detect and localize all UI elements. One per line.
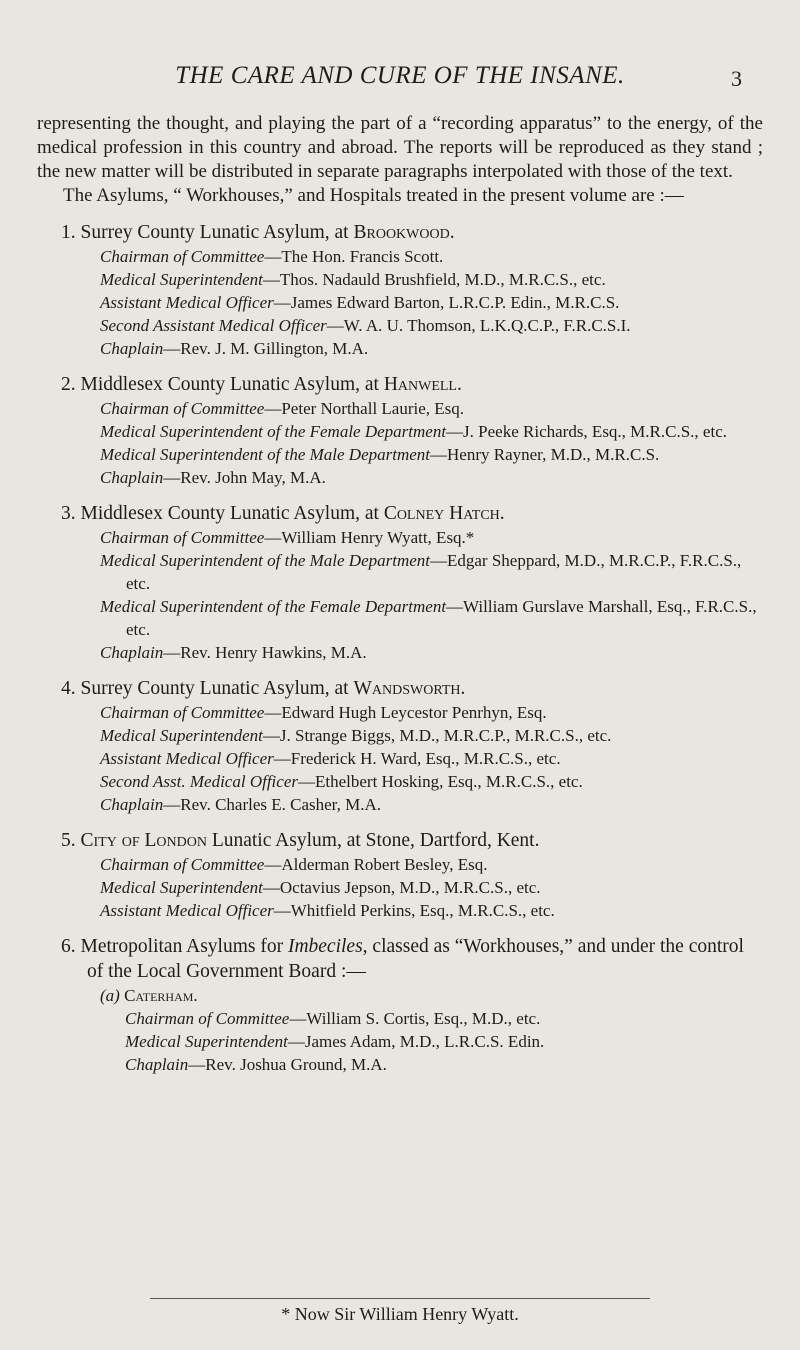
running-title: THE CARE AND CURE OF THE INSANE. — [175, 62, 625, 89]
staff-role: Chaplain—Rev. J. M. Gillington, M.A. — [100, 339, 369, 358]
staff-role: Assistant Medical Officer—Frederick H. Ward, Esq., M.R.C.S., etc. — [100, 749, 561, 768]
staff-role: Medical Superintendent of the Male Department—Edgar Sheppard, M.D., M.R.C.P., F.R.C.S., etc. — [100, 551, 742, 593]
staff-role: Second Asst. Medical Officer—Ethelbert Hosking, Esq., M.R.C.S., etc. — [100, 772, 583, 791]
footnote: * Now Sir William Henry Wyatt. — [281, 1304, 519, 1324]
asylum-entry — [37, 934, 763, 1076]
asylum-entry — [37, 676, 763, 816]
staff-role: Chaplain—Rev. Joshua Ground, M.A. — [125, 1055, 387, 1074]
staff-role: Chairman of Committee—The Hon. Francis Scott. — [100, 247, 444, 266]
staff-role: Chairman of Committee—Alderman Robert Besley, Esq. — [100, 855, 488, 874]
intro — [37, 112, 763, 208]
staff-role: Medical Superintendent of the Female Department—J. Peeke Richards, Esq., M.R.C.S., etc. — [100, 422, 727, 441]
staff-role: Medical Superintendent of the Female Department—William Gurslave Marshall, Esq., F.R.C.S., etc. — [100, 597, 757, 639]
staff-role: Medical Superintendent—Octavius Jepson, M.D., M.R.C.S., etc. — [100, 878, 541, 897]
footnote-divider — [150, 1298, 650, 1299]
entry-title: 6. Metropolitan Asylums for Imbeciles, classed as “Workhouses,” and under the control of the Local Government Board :— — [61, 936, 744, 982]
sub-entry-title: (a) Caterham. — [100, 986, 198, 1005]
staff-role: Chaplain—Rev. Henry Hawkins, M.A. — [100, 643, 367, 662]
entry-title: 4. Surrey County Lunatic Asylum, at Wandsworth. — [61, 678, 466, 699]
staff-role: Second Assistant Medical Officer—W. A. U. Thomson, L.K.Q.C.P., F.R.C.S.I. — [100, 316, 631, 335]
staff-role: Medical Superintendent of the Male Department—Henry Rayner, M.D., M.R.C.S. — [100, 445, 660, 464]
intro-paragraph: representing the thought, and playing the part of a “recording apparatus” to the energy, of the medical profession in this country and abroad. The reports will be reproduced as they stand ; the new matter will be distributed in separate paragraphs interpolated with those of the text. — [37, 113, 763, 182]
page-header — [0, 62, 800, 102]
page-body — [37, 112, 763, 1076]
staff-role: Medical Superintendent—J. Strange Biggs, M.D., M.R.C.P., M.R.C.S., etc. — [100, 726, 612, 745]
asylum-entry — [37, 372, 763, 489]
intro-paragraph: The Asylums, “ Workhouses,” and Hospitals treated in the present volume are :— — [63, 185, 684, 206]
staff-role: Assistant Medical Officer—Whitfield Perkins, Esq., M.R.C.S., etc. — [100, 901, 555, 920]
staff-role: Medical Superintendent—Thos. Nadauld Brushfield, M.D., M.R.C.S., etc. — [100, 270, 606, 289]
staff-role: Chaplain—Rev. John May, M.A. — [100, 468, 326, 487]
staff-role: Chairman of Committee—William S. Cortis, Esq., M.D., etc. — [125, 1009, 541, 1028]
staff-role: Chaplain—Rev. Charles E. Casher, M.A. — [100, 795, 382, 814]
entry-title: 1. Surrey County Lunatic Asylum, at Brookwood. — [61, 222, 455, 243]
asylum-entry — [37, 501, 763, 664]
asylum-entry — [37, 828, 763, 922]
entry-title: 2. Middlesex County Lunatic Asylum, at Hanwell. — [61, 374, 462, 395]
entry-title: 3. Middlesex County Lunatic Asylum, at Colney Hatch. — [61, 503, 505, 524]
staff-role: Chairman of Committee—Edward Hugh Leycestor Penrhyn, Esq. — [100, 703, 547, 722]
staff-role: Assistant Medical Officer—James Edward Barton, L.R.C.P. Edin., M.R.C.S. — [100, 293, 620, 312]
page-number: 3 — [731, 66, 742, 91]
asylum-entry — [37, 220, 763, 360]
staff-role: Chairman of Committee—Peter Northall Laurie, Esq. — [100, 399, 465, 418]
staff-role: Chairman of Committee—William Henry Wyatt, Esq.* — [100, 528, 475, 547]
entry-title: 5. City of London Lunatic Asylum, at Stone, Dartford, Kent. — [61, 830, 540, 851]
staff-role: Medical Superintendent—James Adam, M.D., L.R.C.S. Edin. — [125, 1032, 545, 1051]
